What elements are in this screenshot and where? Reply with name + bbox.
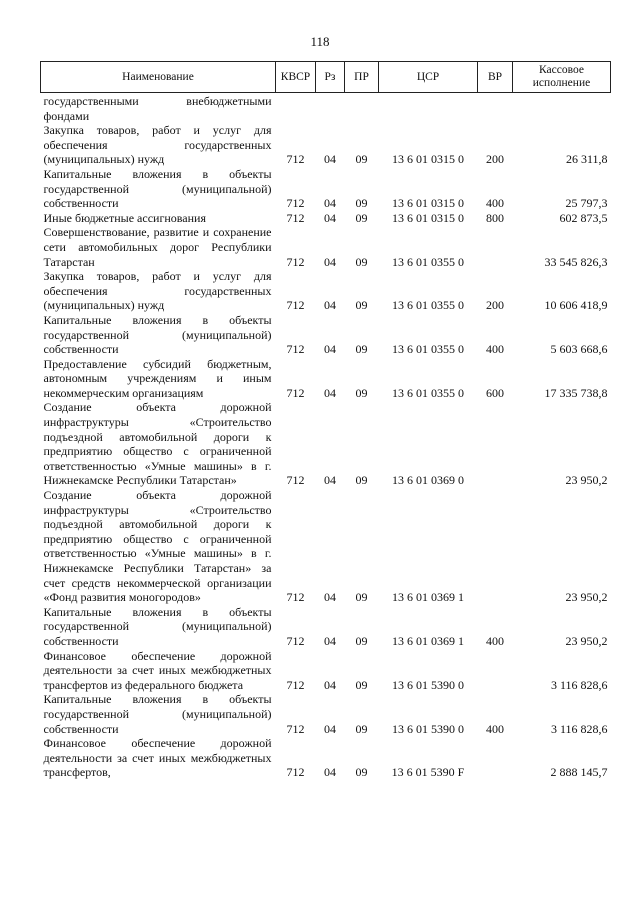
table-row — [41, 649, 611, 693]
header-name: Наименование — [41, 62, 276, 93]
cell-csr: 13 6 01 0355 0 — [392, 298, 464, 313]
cell-csr: 13 6 01 0315 0 — [392, 210, 464, 225]
cell-rz: 04 — [324, 342, 336, 357]
cell-kvsr: 712 — [286, 721, 305, 736]
cell-pr: 09 — [355, 342, 368, 357]
table-row — [41, 123, 611, 167]
cell-kvsr: 712 — [286, 385, 305, 400]
cell-vr: 600 — [486, 385, 504, 400]
cell-vr: 200 — [486, 152, 504, 167]
cell-amount: 25 797,3 — [565, 196, 608, 211]
cell-amount: 23 950,2 — [565, 633, 608, 648]
cell-kvsr: 712 — [286, 473, 305, 488]
cell-csr: 13 6 01 0369 1 — [392, 590, 464, 605]
cell-vr — [478, 488, 513, 605]
table-row — [41, 488, 611, 605]
cell-vr — [478, 93, 513, 124]
cell-pr: 09 — [355, 298, 368, 313]
cell-name: Закупка товаров, работ и услуг для обеспечения государственных (муниципальных) нужд — [43, 269, 272, 313]
cell-amount: 3 116 828,6 — [550, 721, 608, 736]
cell-rz: 04 — [324, 196, 336, 211]
cell-pr — [345, 93, 379, 124]
cell-name: Капитальные вложения в объекты государственной (муниципальной) собственности — [43, 166, 272, 211]
cell-rz: 04 — [324, 385, 336, 400]
cell-csr: 13 6 01 0315 0 — [392, 152, 464, 167]
table-body — [41, 93, 611, 780]
cell-rz: 04 — [324, 152, 336, 167]
cell-csr: 13 6 01 0315 0 — [392, 196, 464, 211]
table-row — [41, 211, 611, 226]
cell-csr: 13 6 01 5390 F — [391, 765, 465, 780]
page-number: 118 — [310, 34, 330, 49]
cell-rz: 04 — [324, 210, 336, 225]
cell-amount: 26 311,8 — [565, 152, 608, 167]
cell-rz: 04 — [324, 298, 336, 313]
cell-vr: 200 — [486, 298, 504, 313]
cell-rz: 04 — [324, 590, 336, 605]
header-rz: Рз — [316, 62, 345, 93]
cell-kvsr: 712 — [286, 633, 305, 648]
cell-vr: 400 — [486, 721, 504, 736]
cell-csr: 13 6 01 0355 0 — [392, 342, 464, 357]
table-row — [41, 93, 611, 124]
table-row — [41, 400, 611, 488]
cell-kvsr: 712 — [286, 765, 305, 780]
cell-pr: 09 — [355, 385, 368, 400]
cell-csr: 13 6 01 5390 0 — [392, 677, 464, 692]
cell-rz: 04 — [324, 633, 336, 648]
cell-pr: 09 — [355, 590, 368, 605]
cell-kvsr: 712 — [286, 342, 305, 357]
cell-name: Финансовое обеспечение дорожной деятельности за счет иных межбюджетных трансфертов, — [43, 736, 272, 780]
table-row — [41, 692, 611, 736]
cell-amount: 17 335 738,8 — [544, 385, 608, 400]
cell-rz: 04 — [324, 765, 336, 780]
cell-pr: 09 — [355, 254, 368, 269]
cell-pr: 09 — [355, 677, 368, 692]
cell-kvsr: 712 — [286, 677, 305, 692]
cell-kvsr: 712 — [286, 590, 305, 605]
cell-vr: 400 — [486, 633, 504, 648]
cell-amount: 10 606 418,9 — [544, 298, 608, 313]
cell-vr: 400 — [486, 196, 504, 211]
cell-csr — [379, 93, 478, 124]
table-row — [41, 357, 611, 401]
header-kvsr: КВСР — [276, 62, 316, 93]
cell-rz: 04 — [324, 677, 336, 692]
cell-csr: 13 6 01 0355 0 — [392, 385, 464, 400]
table-row — [41, 225, 611, 269]
cell-pr: 09 — [355, 210, 368, 225]
table-row — [41, 167, 611, 211]
cell-amount: 23 950,2 — [565, 473, 608, 488]
cell-vr — [478, 400, 513, 488]
table-row — [41, 269, 611, 313]
cell-csr: 13 6 01 0355 0 — [392, 254, 464, 269]
cell-name: Создание объекта дорожной инфраструктуры «Строительство подъездной автомобильной дороги к предприятию общество с ограниченной ответственностью «Умные машины» в г. Нижнекамске Республики Татарстан» — [43, 400, 272, 488]
cell-name: Иные бюджетные ассигнования — [43, 210, 206, 225]
budget-table — [40, 61, 611, 780]
cell-rz: 04 — [324, 473, 336, 488]
header-amount: Кассовое исполнение — [513, 62, 611, 93]
cell-vr: 400 — [486, 342, 504, 357]
table-row — [41, 313, 611, 357]
cell-name: государственными внебюджетными фондами — [43, 94, 272, 123]
cell-pr: 09 — [355, 196, 368, 211]
cell-csr: 13 6 01 0369 0 — [392, 473, 464, 488]
cell-kvsr: 712 — [286, 152, 305, 167]
cell-pr: 09 — [355, 765, 368, 780]
cell-pr: 09 — [355, 633, 368, 648]
cell-vr — [478, 225, 513, 269]
cell-amount: 3 116 828,6 — [550, 677, 608, 692]
cell-pr: 09 — [355, 721, 368, 736]
cell-csr: 13 6 01 0369 1 — [392, 633, 464, 648]
cell-name: Предоставление субсидий бюджетным, автономным учреждениям и иным некоммерческим организациям — [43, 356, 272, 400]
cell-kvsr: 712 — [286, 210, 305, 225]
header-csr: ЦСР — [379, 62, 478, 93]
cell-kvsr — [276, 93, 316, 124]
cell-name: Капитальные вложения в объекты государственной (муниципальной) собственности — [43, 692, 272, 736]
cell-vr — [478, 736, 513, 780]
table-header-row — [41, 62, 611, 93]
cell-name: Капитальные вложения в объекты государственной (муниципальной) собственности — [43, 604, 272, 648]
cell-amount: 2 888 145,7 — [550, 765, 608, 780]
header-vr: ВР — [478, 62, 513, 93]
cell-amount: 33 545 826,3 — [544, 254, 608, 269]
cell-pr: 09 — [355, 152, 368, 167]
cell-name: Закупка товаров, работ и услуг для обеспечения государственных (муниципальных) нужд — [43, 123, 272, 167]
cell-kvsr: 712 — [286, 298, 305, 313]
cell-rz: 04 — [324, 254, 336, 269]
cell-amount: 602 873,5 — [559, 210, 608, 225]
cell-rz: 04 — [324, 721, 336, 736]
table-row — [41, 736, 611, 780]
cell-name: Совершенствование, развитие и сохранение сети автомобильных дорог Республики Татарстан — [43, 225, 272, 269]
cell-kvsr: 712 — [286, 196, 305, 211]
cell-rz — [316, 93, 345, 124]
header-pr: ПР — [345, 62, 379, 93]
cell-vr — [478, 649, 513, 693]
cell-csr: 13 6 01 5390 0 — [392, 721, 464, 736]
cell-kvsr: 712 — [286, 254, 305, 269]
cell-vr: 800 — [486, 210, 504, 225]
cell-name: Создание объекта дорожной инфраструктуры «Строительство подъездной автомобильной дороги к предприятию общество с ограниченной ответственностью «Умные машины» в г. Нижнекамске Республики Татарстан» за счет средств некоммерческой организации «Фонд развития моногородов» — [43, 488, 272, 605]
cell-name: Капитальные вложения в объекты государственной (муниципальной) собственности — [43, 312, 272, 357]
cell-amount — [513, 93, 611, 124]
table-row — [41, 605, 611, 649]
cell-amount: 23 950,2 — [565, 590, 608, 605]
cell-pr: 09 — [355, 473, 368, 488]
cell-name: Финансовое обеспечение дорожной деятельности за счет иных межбюджетных трансфертов из федерального бюджета — [43, 648, 272, 692]
cell-amount: 5 603 668,6 — [550, 342, 608, 357]
